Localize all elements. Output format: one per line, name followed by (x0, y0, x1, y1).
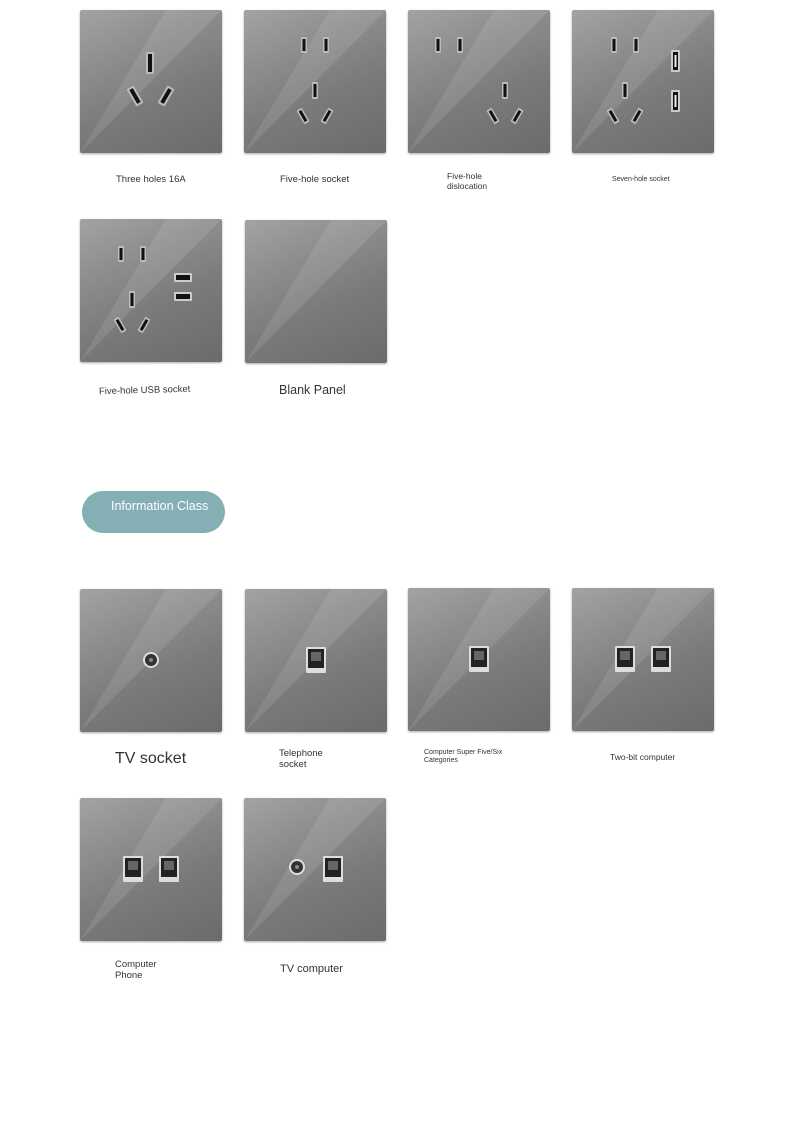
socket-panel-three-hole-16a (80, 10, 222, 153)
info-panel-computer (408, 588, 550, 731)
info-label: TV computer (280, 963, 343, 975)
five-hole-usb-outlet-icon (80, 219, 222, 362)
info-label: TV socket (115, 750, 187, 767)
two-computer-jacks-icon (572, 588, 714, 731)
tv-socket-icon (80, 589, 222, 732)
info-panel-tv (80, 589, 222, 732)
computer-phone-jacks-icon (80, 798, 222, 941)
socket-panel-blank (245, 220, 387, 363)
tv-computer-jacks-icon (244, 798, 386, 941)
computer-jack-icon (408, 588, 550, 731)
info-panel-tv-computer (244, 798, 386, 941)
five-hole-outlet-icon (244, 10, 386, 153)
socket-panel-five-hole (244, 10, 386, 153)
info-panel-two-bit-computer (572, 588, 714, 731)
socket-label: Five-hole dislocation (447, 171, 488, 191)
info-label: Computer Phone (115, 959, 157, 981)
socket-label: Five-hole USB socket (98, 383, 191, 398)
socket-label: Five-hole socket (280, 174, 350, 185)
socket-label: Seven-hole socket (612, 176, 670, 183)
three-hole-outlet-icon (80, 10, 222, 153)
info-label: Computer Super Five/Six Categories (424, 749, 503, 764)
blank-panel-icon (245, 220, 387, 363)
five-hole-dislocation-outlet-icon (408, 10, 550, 153)
info-panel-telephone (245, 589, 387, 732)
socket-label: Three holes 16A (116, 174, 186, 185)
info-panel-computer-phone (80, 798, 222, 941)
socket-panel-five-hole-usb (80, 219, 222, 362)
socket-panel-five-hole-dislocation (408, 10, 550, 153)
information-class-badge: Information Class (82, 491, 225, 533)
info-label: Two-bit computer (610, 752, 676, 762)
seven-hole-outlet-icon (572, 10, 714, 153)
telephone-jack-icon (245, 589, 387, 732)
socket-label: Blank Panel (279, 383, 346, 397)
info-label: Telephone socket (279, 748, 323, 770)
socket-panel-seven-hole (572, 10, 714, 153)
